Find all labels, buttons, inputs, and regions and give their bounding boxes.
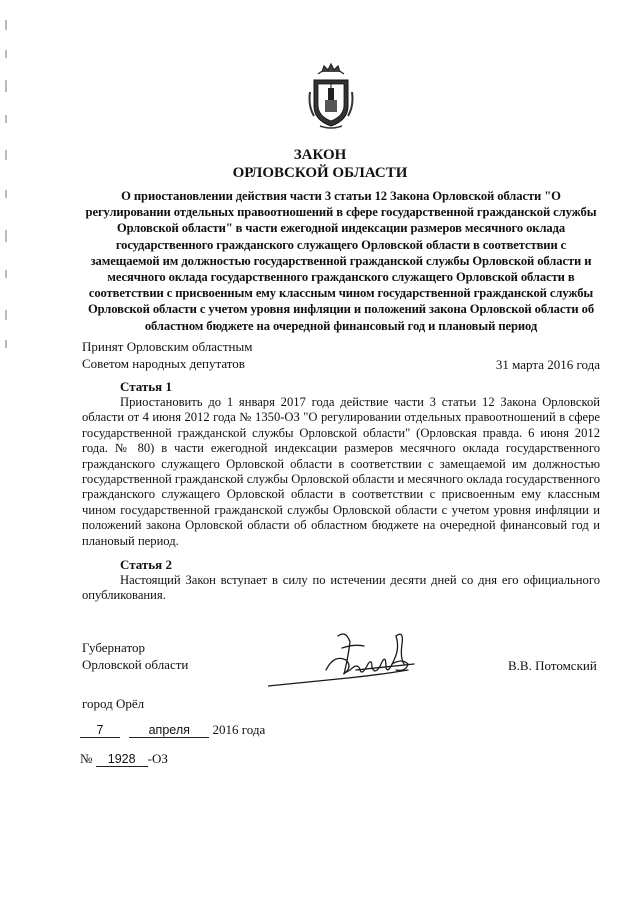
- article-2-heading: Статья 2: [120, 557, 172, 572]
- law-subject: О приостановлении действия части 3 статьи 12 Закона Орловской области "О регулировании отдельных правоотношений в сфере государственной гражданской службы Орловской области" в части ежегодной индексации размеров месячного оклада государственного гражданского служащего Орловской области в соответствии с замещаемой им должностью государственной гражданской службы Орловской области и месячного оклада государственного гражданского служащего Орловской области в соответствии с присвоенным ему классным чином государственной гражданской службы Орловской области с учетом уровня инфляции и положений закона Орловской области об областном бюджете на очередной финансовый год и плановый период: [85, 189, 597, 333]
- signatory-name: В.В. Потомский: [508, 658, 597, 673]
- adoption-line-2: Советом народных депутатов: [82, 355, 245, 371]
- article-1-text: Приостановить до 1 января 2017 года действие части 3 статьи 12 Закона Орловской области от 4 июня 2012 года № 1350-ОЗ "О регулировании отдельных правоотношений в сфере государственной гражданской службы Орловской области" (Орловская правда. 6 июня 2012 года. № 80) в части ежегодной индексации размеров месячного оклада государственного гражданского служащего Орловской области в соответствии с замещаемой им должностью государственной гражданской службы Орловской области и месячного оклада государственного гражданского служащего Орловской области в соответствии с присвоенным ему классным чином государственной гражданской службы Орловской области с учетом уровня инфляции и положений закона Орловской области об областном бюджете на очередной финансовый год и плановый период.: [82, 395, 600, 548]
- law-number-suffix: -ОЗ: [147, 751, 168, 766]
- signing-month: апреля: [129, 724, 209, 738]
- signing-date: [80, 722, 265, 738]
- coat-of-arms-emblem: [308, 62, 354, 130]
- number-sign: №: [80, 751, 93, 766]
- document-type-title: ЗАКОН: [293, 147, 347, 163]
- adoption-line-1: Принят Орловским областным: [82, 339, 253, 354]
- city-of-signing: город Орёл: [82, 696, 145, 711]
- signatory-title: [82, 640, 188, 673]
- article-1-heading: Статья 1: [120, 379, 172, 394]
- region-title: ОРЛОВСКОЙ ОБЛАСТИ: [232, 165, 408, 181]
- signing-day: 7: [80, 724, 120, 738]
- law-number-value: 1928: [96, 753, 148, 767]
- margin-marks: [4, 20, 8, 350]
- adoption-info: [82, 339, 252, 372]
- signatory-title-line-2: Орловской области: [82, 656, 189, 672]
- signing-year: 2016 года: [212, 722, 266, 737]
- law-number: [80, 751, 168, 767]
- adoption-date: 31 марта 2016 года: [495, 357, 600, 372]
- handwritten-signature: [268, 624, 418, 690]
- article-2-text: Настоящий Закон вступает в силу по истечении десяти дней со дня его официального опубликования.: [82, 573, 600, 603]
- signatory-title-line-1: Губернатор: [82, 640, 145, 655]
